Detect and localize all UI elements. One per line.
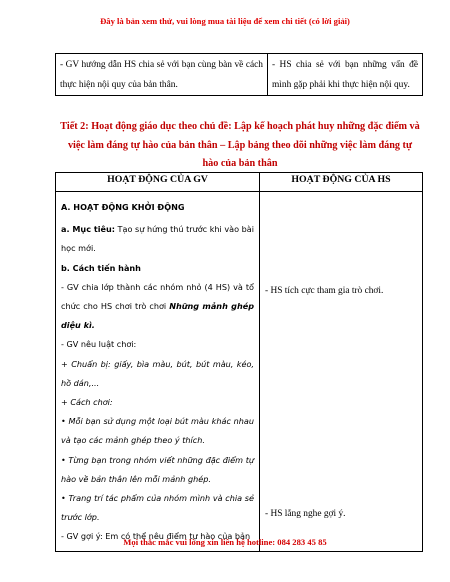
rule-bullet-2: • Từng bạn trong nhóm viết những đặc điểm tự hào về bản thân lên mỗi mảnh ghép. <box>61 454 254 484</box>
activity-table <box>55 172 423 552</box>
hotline-banner: Mọi thắc mắc vui lòng xin liên hệ hotline: 084 283 45 85 <box>123 537 327 547</box>
table-row <box>56 54 423 96</box>
rule-bullet-1: • Mỗi bạn sử dụng một loại bút màu khác nhau và tạo các mảnh ghép theo ý thích. <box>61 416 254 446</box>
rule-bullet-3: • Trang trí tác phẩm của nhóm mình và chia sẻ trước lớp. <box>61 493 254 523</box>
preparation-item: + Chuẩn bị: giấy, bìa màu, bút, bút màu, kéo, hồ dán,... <box>61 358 254 388</box>
game-paragraph <box>61 282 254 330</box>
cach-tien-hanh-label: b. Cách tiến hành <box>61 262 141 273</box>
header-hs: HOẠT ĐỘNG CỦA HS <box>260 173 423 192</box>
rules-intro: - GV nêu luật chơi: <box>61 339 137 350</box>
header-gv: HOẠT ĐỘNG CỦA GV <box>56 173 260 192</box>
table-row <box>56 192 423 552</box>
game-intro-text: - GV chia lớp thành các nhóm nhỏ (4 HS) và tổ chức cho HS chơi trò chơi <box>61 281 254 312</box>
teacher-hint: - GV gợi ý: Em có thể nêu điểm tự hào của bản <box>61 531 251 542</box>
section-title: A. HOẠT ĐỘNG KHỞI ĐỘNG <box>61 202 185 212</box>
muc-tieu-text: Tạo sự hứng thú trước khi vào bài học mới. <box>61 224 255 254</box>
lesson-heading: Tiết 2: Hoạt động giáo dục theo chủ đề: Lập kế hoạch phát huy những đặc điểm và việc làm đáng tự hào của bản thân – Lập bảng theo dõi những việc làm đáng tự hào của bản thân <box>60 121 420 169</box>
activity-table-continued <box>55 53 423 96</box>
table-header-row <box>56 173 423 192</box>
preview-notice-banner: Đây là bản xem thử, vui lòng mua tài liệu để xem chi tiết (có lời giải) <box>100 16 350 26</box>
hs-activity-1: - HS tích cực tham gia trò chơi. <box>265 286 384 296</box>
muc-tieu-label: a. Mục tiêu: <box>61 224 115 235</box>
game-name: Những mảnh ghép diệu kì. <box>61 301 254 331</box>
gv-cell: - GV hướng dẫn HS chia sẻ với bạn cùng bàn về cách thực hiện nội quy của bản thân. <box>56 54 268 96</box>
hs-activity-2: - HS lắng nghe gợi ý. <box>265 509 346 519</box>
hs-activities-cell <box>260 192 423 552</box>
hs-cell: - HS chia sẻ với bạn những vấn đề mình gặp phải khi thực hiện nội quy. <box>268 54 423 96</box>
muc-tieu-paragraph <box>61 224 254 253</box>
gv-activities-cell <box>56 192 260 552</box>
how-to-play-label: + Cách chơi: <box>61 397 113 408</box>
